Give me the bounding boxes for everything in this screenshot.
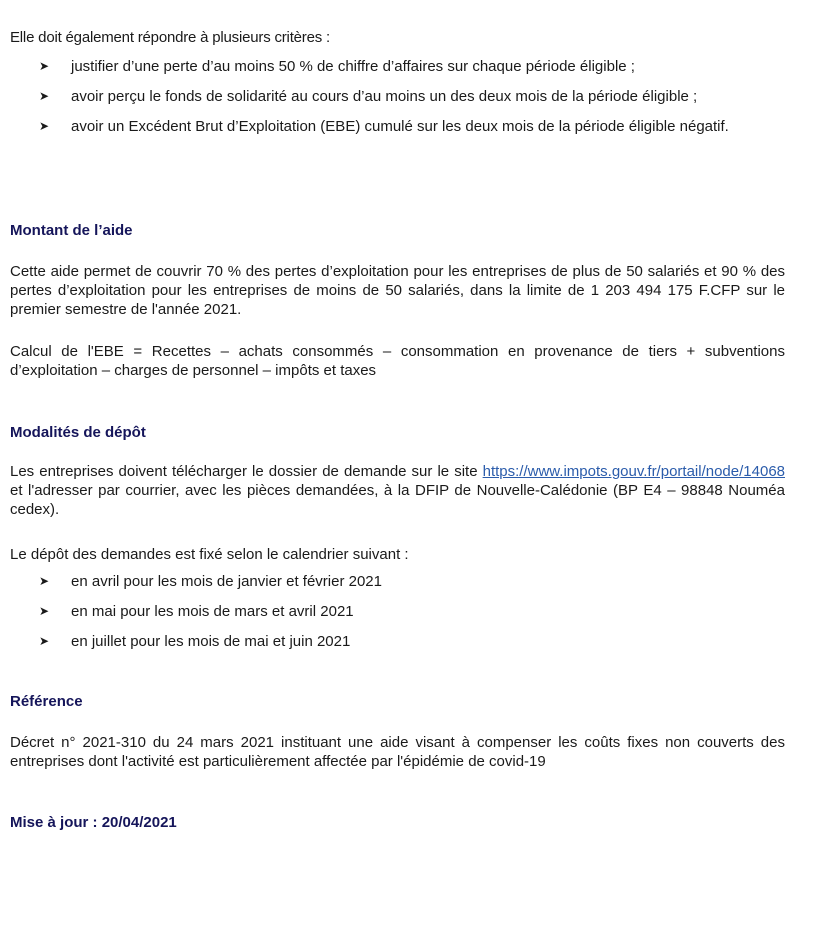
calendar-text: en mai pour les mois de mars et avril 2021 bbox=[71, 603, 354, 620]
calendar-text: en avril pour les mois de janvier et février 2021 bbox=[71, 573, 382, 590]
arrow-bullet-icon: ➤ bbox=[39, 634, 50, 648]
section-heading-montant: Montant de l’aide bbox=[10, 222, 133, 239]
arrow-bullet-icon: ➤ bbox=[39, 604, 50, 618]
arrow-bullet-icon: ➤ bbox=[39, 119, 50, 133]
impots-gouv-link[interactable]: https://www.impots.gouv.fr/portail/node/14068 bbox=[482, 463, 785, 480]
criteria-text: avoir perçu le fonds de solidarité au cours d’au moins un des deux mois de la période éligible ; bbox=[71, 88, 698, 105]
criteria-text: avoir un Excédent Brut d’Exploitation (EBE) cumulé sur les deux mois de la période éligible négatif. bbox=[71, 118, 729, 135]
reference-text: Décret n° 2021-310 du 24 mars 2021 instituant une aide visant à compenser les coûts fixes non couverts des entreprises dont l'activité est particulièrement affectée par l'épidémie de covid-19 bbox=[10, 734, 785, 770]
calendar-text: en juillet pour les mois de mai et juin 2021 bbox=[71, 633, 351, 650]
depot-text-after-link: et l'adresser par courrier, avec les pièces demandées, à la DFIP de Nouvelle-Calédonie (BP E4 – 98848 Nouméa cedex). bbox=[10, 482, 785, 518]
criteria-item bbox=[10, 117, 785, 136]
update-line bbox=[10, 813, 177, 832]
calendar-item bbox=[10, 632, 785, 651]
calendar-item bbox=[10, 602, 785, 621]
depot-paragraph bbox=[10, 462, 785, 519]
arrow-bullet-icon: ➤ bbox=[39, 89, 50, 103]
criteria-text: justifier d’une perte d’au moins 50 % de chiffre d’affaires sur chaque période éligible ; bbox=[71, 58, 635, 75]
section-heading-depot: Modalités de dépôt bbox=[10, 424, 146, 441]
criteria-item bbox=[10, 57, 785, 76]
criteria-item bbox=[10, 87, 785, 106]
calendar-list bbox=[10, 572, 785, 651]
criteria-list bbox=[10, 57, 785, 136]
arrow-bullet-icon: ➤ bbox=[39, 59, 50, 73]
montant-paragraph: Cette aide permet de couvrir 70 % des pertes d’exploitation pour les entreprises de plus de 50 salariés et 90 % des pertes d’exploitation pour les entreprises de moins de 50 salariés, dans la limite de 1 203 494 175 F.CFP sur le premier semestre de l'année 2021. bbox=[10, 263, 785, 318]
update-date: 20/04/2021 bbox=[101, 814, 177, 831]
calendar-item bbox=[10, 572, 785, 591]
calendar-intro: Le dépôt des demandes est fixé selon le calendrier suivant : bbox=[10, 546, 409, 563]
arrow-bullet-icon: ➤ bbox=[39, 574, 50, 588]
criteria-intro: Elle doit également répondre à plusieurs critères : bbox=[10, 29, 330, 46]
ebe-formula: Calcul de l'EBE = Recettes – achats consommés – consommation en provenance de tiers + subventions d’exploitation – charges de personnel – impôts et taxes bbox=[10, 343, 785, 379]
depot-text-before-link: Les entreprises doivent télécharger le dossier de demande sur le site bbox=[10, 463, 478, 480]
section-heading-reference: Référence bbox=[10, 693, 83, 710]
update-label: Mise à jour : bbox=[10, 814, 98, 831]
